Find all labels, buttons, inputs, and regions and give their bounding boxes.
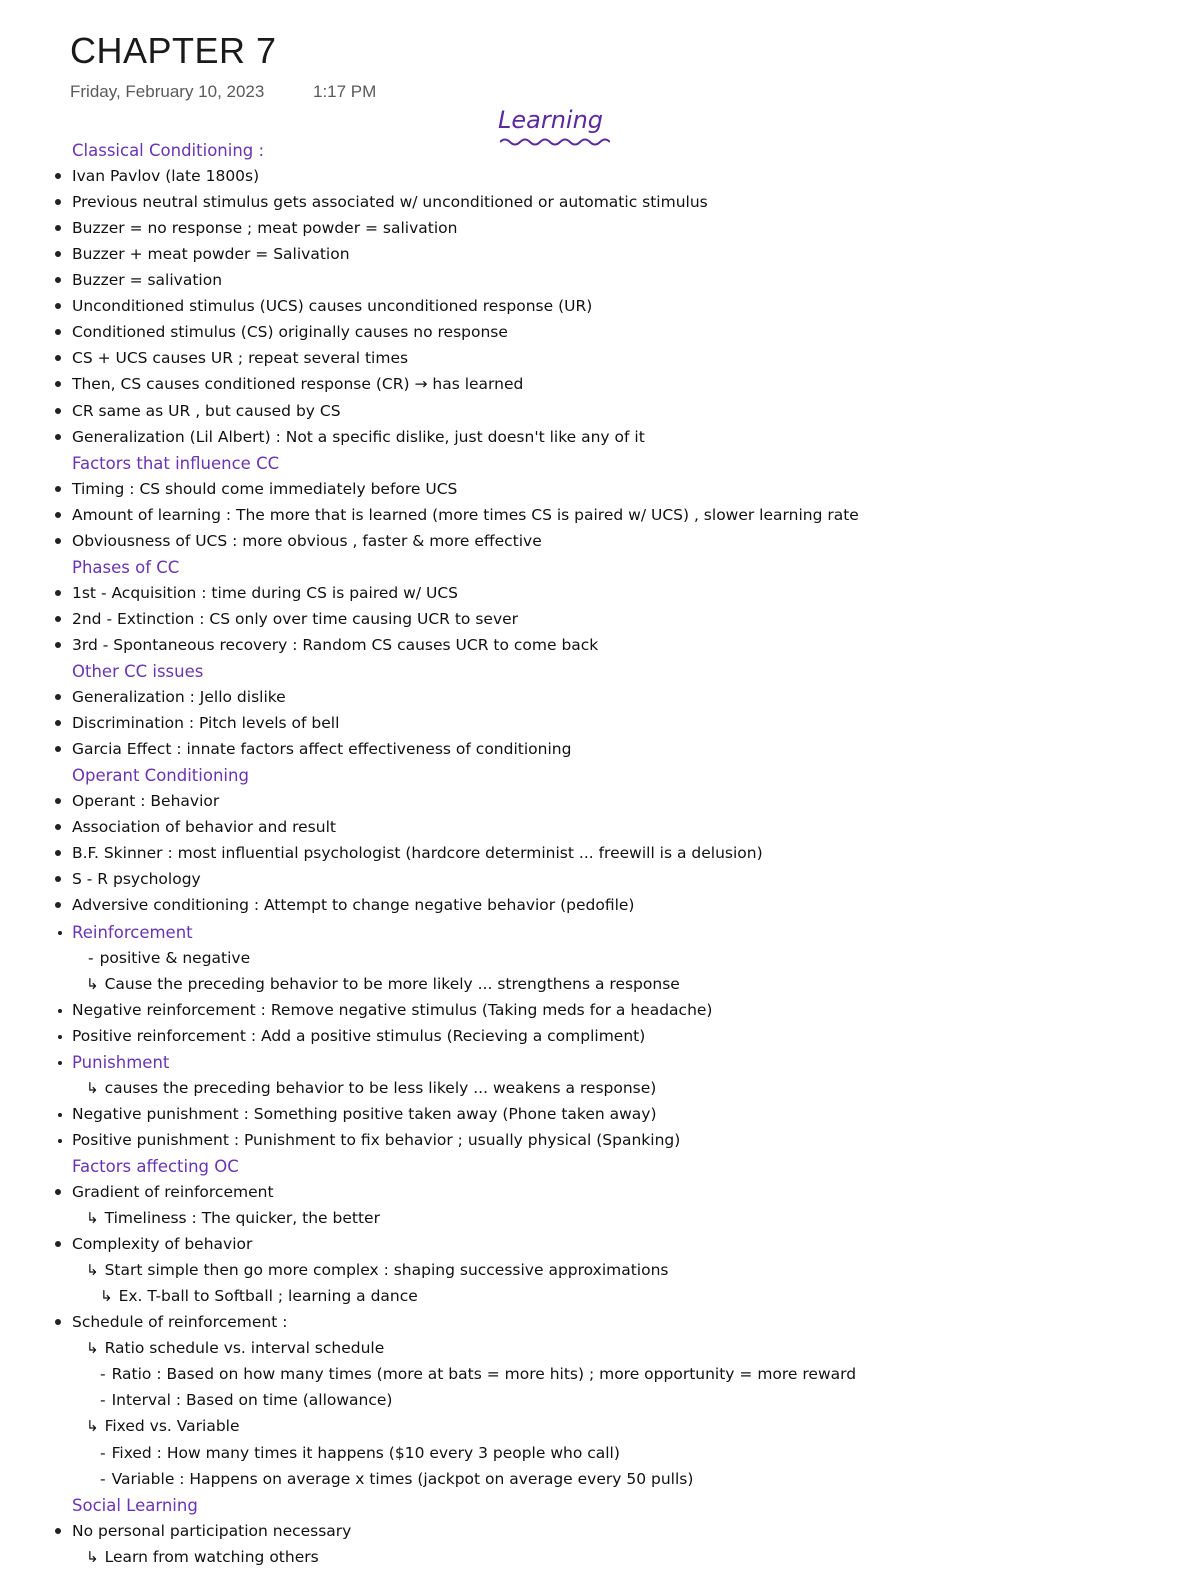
arrow-icon: ↳ [86, 1339, 99, 1358]
bullet-icon [58, 1009, 62, 1013]
note-text: Negative reinforcement : Remove negative stimulus (Taking meds for a headache) [72, 1000, 713, 1019]
note-line [100, 1365, 856, 1387]
note-line [72, 1522, 351, 1544]
note-line [72, 740, 571, 762]
note-text: Ratio schedule vs. interval schedule [104, 1339, 385, 1358]
note-text: 3rd - Spontaneous recovery : Random CS causes UCR to come back [72, 635, 599, 654]
note-text: Unconditioned stimulus (UCS) causes unconditioned response (UR) [72, 297, 593, 316]
note-line [72, 297, 592, 319]
arrow-icon: ↳ [86, 1547, 99, 1566]
note-line [86, 1417, 240, 1439]
note-line [86, 1209, 380, 1231]
bullet-icon [55, 824, 61, 830]
note-line [86, 975, 680, 997]
bullet-icon [55, 590, 61, 596]
note-line [72, 1313, 287, 1335]
note-text: Fixed vs. Variable [104, 1417, 240, 1436]
note-text: 1st - Acquisition : time during CS is paired w/ UCS [72, 583, 459, 602]
note-text: Positive punishment : Punishment to fix behavior ; usually physical (Spanking) [72, 1130, 681, 1149]
note-line [100, 1444, 620, 1466]
arrow-icon: ↳ [86, 1417, 99, 1436]
note-time: 1:17 PM [313, 82, 377, 101]
note-text: Fixed : How many times it happens ($10 every 3 people who call) [111, 1443, 620, 1462]
note-text: Conditioned stimulus (CS) originally causes no response [72, 323, 508, 342]
bullet-icon [58, 1139, 62, 1143]
note-line [72, 428, 645, 450]
note-text: B.F. Skinner : most influential psychologist (hardcore determinist ... freewill is a delusion) [72, 844, 763, 863]
note-line [72, 1183, 274, 1205]
note-line [72, 480, 457, 502]
bullet-icon [55, 225, 61, 231]
bullet-icon [55, 329, 61, 335]
note-line [100, 1391, 392, 1413]
note-line [72, 532, 542, 554]
arrow-icon: ↳ [86, 1261, 99, 1280]
section-heading [72, 662, 203, 684]
page-title: CHAPTER 7 [70, 30, 277, 71]
section-heading [72, 1053, 169, 1075]
note-text: Factors affecting OC [72, 1156, 239, 1176]
arrow-icon: ↳ [100, 1287, 113, 1306]
arrow-icon: ↳ [86, 1078, 99, 1097]
note-text: Operant : Behavior [72, 792, 220, 811]
note-line [86, 1339, 384, 1361]
bullet-icon [55, 408, 61, 414]
note-text: causes the preceding behavior to be less likely ... weakens a response) [104, 1078, 657, 1097]
note-text: Negative punishment : Something positive taken away (Phone taken away) [72, 1104, 657, 1123]
note-line [72, 1235, 252, 1257]
note-line [72, 870, 201, 892]
note-text: Other CC issues [72, 662, 204, 681]
note-line [72, 271, 222, 293]
note-text: Interval : Based on time (allowance) [111, 1391, 393, 1410]
dash-icon: - [100, 1443, 106, 1462]
bullet-icon [55, 381, 61, 387]
note-text: Learn from watching others [104, 1547, 319, 1566]
note-text: Discrimination : Pitch levels of bell [72, 714, 340, 733]
note-line [86, 1548, 319, 1570]
note-line [72, 323, 508, 345]
section-heading [72, 454, 279, 476]
section-heading [72, 766, 249, 788]
note-line [72, 896, 634, 918]
note-line [88, 949, 250, 971]
note-line [72, 792, 219, 814]
note-text: Buzzer = no response ; meat powder = salivation [72, 219, 458, 238]
arrow-icon: ↳ [86, 1209, 99, 1228]
note-text: Then, CS causes conditioned response (CR) → has learned [72, 375, 524, 394]
note-text: Garcia Effect : innate factors affect effectiveness of conditioning [72, 740, 572, 759]
note-text: Adversive conditioning : Attempt to change negative behavior (pedofile) [72, 896, 635, 915]
note-line [86, 1079, 656, 1101]
dash-icon: - [88, 948, 94, 967]
squiggle-underline-icon [500, 137, 610, 147]
bullet-icon [55, 798, 61, 804]
note-text: 2nd - Extinction : CS only over time causing UCR to sever [72, 609, 519, 628]
note-text: Operant Conditioning [72, 766, 249, 786]
note-date: Friday, February 10, 2023 [70, 82, 265, 101]
bullet-icon [55, 1189, 61, 1195]
note-line [72, 506, 859, 528]
note-text: Social Learning [72, 1495, 198, 1515]
note-text: CR same as UR , but caused by CS [72, 401, 341, 420]
bullet-icon [55, 746, 61, 752]
note-text: Timeliness : The quicker, the better [104, 1209, 380, 1228]
bullet-icon [55, 1319, 61, 1325]
bullet-icon [55, 616, 61, 622]
note-text: Obviousness of UCS : more obvious , faster & more effective [72, 531, 542, 550]
note-text: Classical Conditioning : [72, 141, 265, 160]
note-text: Association of behavior and result [72, 818, 336, 837]
note-text: Amount of learning : The more that is learned (more times CS is paired w/ UCS) , slower learning rate [72, 505, 859, 524]
note-line [72, 636, 598, 658]
note-text: Schedule of reinforcement : [72, 1313, 288, 1332]
note-text: Previous neutral stimulus gets associated w/ unconditioned or automatic stimulus [72, 193, 708, 212]
bullet-icon [58, 931, 62, 935]
section-heading [72, 1157, 239, 1179]
bullet-icon [58, 1035, 62, 1039]
note-line [72, 1001, 712, 1023]
bullet-icon [55, 173, 61, 179]
note-text: CS + UCS causes UR ; repeat several times [72, 349, 409, 368]
note-line [72, 844, 763, 866]
note-line [72, 584, 458, 606]
bullet-icon [58, 1061, 62, 1065]
section-heading [72, 558, 179, 580]
bullet-icon [55, 355, 61, 361]
bullet-icon [55, 277, 61, 283]
note-line [72, 688, 286, 710]
note-text: Cause the preceding behavior to be more likely ... strengthens a response [104, 974, 680, 993]
note-line [72, 167, 259, 189]
note-text: Buzzer + meat powder = Salivation [72, 245, 350, 264]
note-line [72, 1027, 645, 1049]
note-line [72, 610, 518, 632]
note-line [72, 714, 339, 736]
note-line [72, 818, 336, 840]
note-text: No personal participation necessary [72, 1521, 352, 1540]
section-heading [72, 1496, 198, 1518]
note-text: Ratio : Based on how many times (more at bats = more hits) ; more opportunity = more reward [111, 1365, 857, 1384]
note-text: Positive reinforcement : Add a positive stimulus (Recieving a compliment) [72, 1026, 646, 1045]
bullet-icon [55, 694, 61, 700]
note-line [72, 402, 341, 424]
note-text: Buzzer = salivation [72, 271, 223, 290]
note-text: Start simple then go more complex : shaping successive approximations [104, 1261, 669, 1280]
note-line [86, 1261, 669, 1283]
note-text: Phases of CC [72, 557, 180, 577]
bullet-icon [55, 538, 61, 544]
bullet-icon [55, 512, 61, 518]
bullet-icon [55, 642, 61, 648]
note-line [72, 1131, 680, 1153]
note-text: positive & negative [99, 948, 251, 967]
note-line [72, 349, 408, 371]
dash-icon: - [100, 1469, 106, 1488]
note-text: Gradient of reinforcement [72, 1183, 274, 1201]
note-text: Generalization (Lil Albert) : Not a specific dislike, just doesn't like any of it [72, 427, 645, 446]
bullet-icon [55, 850, 61, 856]
bullet-icon [55, 1241, 61, 1247]
dash-icon: - [100, 1365, 106, 1384]
dash-icon: - [100, 1391, 106, 1410]
note-line [100, 1470, 693, 1492]
bullet-icon [55, 434, 61, 440]
bullet-icon [55, 1528, 61, 1534]
bullet-icon [55, 303, 61, 309]
bullet-icon [55, 486, 61, 492]
note-text: Generalization : Jello dislike [72, 688, 286, 707]
note-text: Complexity of behavior [72, 1235, 253, 1254]
note-text: Factors that influence CC [72, 453, 280, 473]
section-heading [72, 141, 264, 163]
section-heading [72, 923, 193, 945]
note-line [72, 219, 457, 241]
bullet-icon [55, 251, 61, 257]
note-text: Timing : CS should come immediately before UCS [72, 479, 458, 498]
page-heading: Learning [498, 106, 604, 134]
bullet-icon [58, 1113, 62, 1117]
bullet-icon [55, 902, 61, 908]
note-text: Reinforcement [72, 922, 193, 942]
bullet-icon [55, 199, 61, 205]
note-text: Ivan Pavlov (late 1800s) [72, 167, 260, 186]
note-line [72, 193, 708, 215]
note-text: S - R psychology [72, 870, 201, 889]
note-line [72, 245, 350, 267]
arrow-icon: ↳ [86, 974, 99, 993]
note-line [72, 1105, 657, 1127]
note-text: Punishment [72, 1052, 170, 1072]
note-text: Ex. T-ball to Softball ; learning a dance [118, 1287, 418, 1306]
bullet-icon [55, 876, 61, 882]
note-line [72, 375, 523, 397]
note-line [100, 1287, 418, 1309]
note-text: Variable : Happens on average x times (jackpot on average every 50 pulls) [111, 1469, 694, 1488]
bullet-icon [55, 720, 61, 726]
